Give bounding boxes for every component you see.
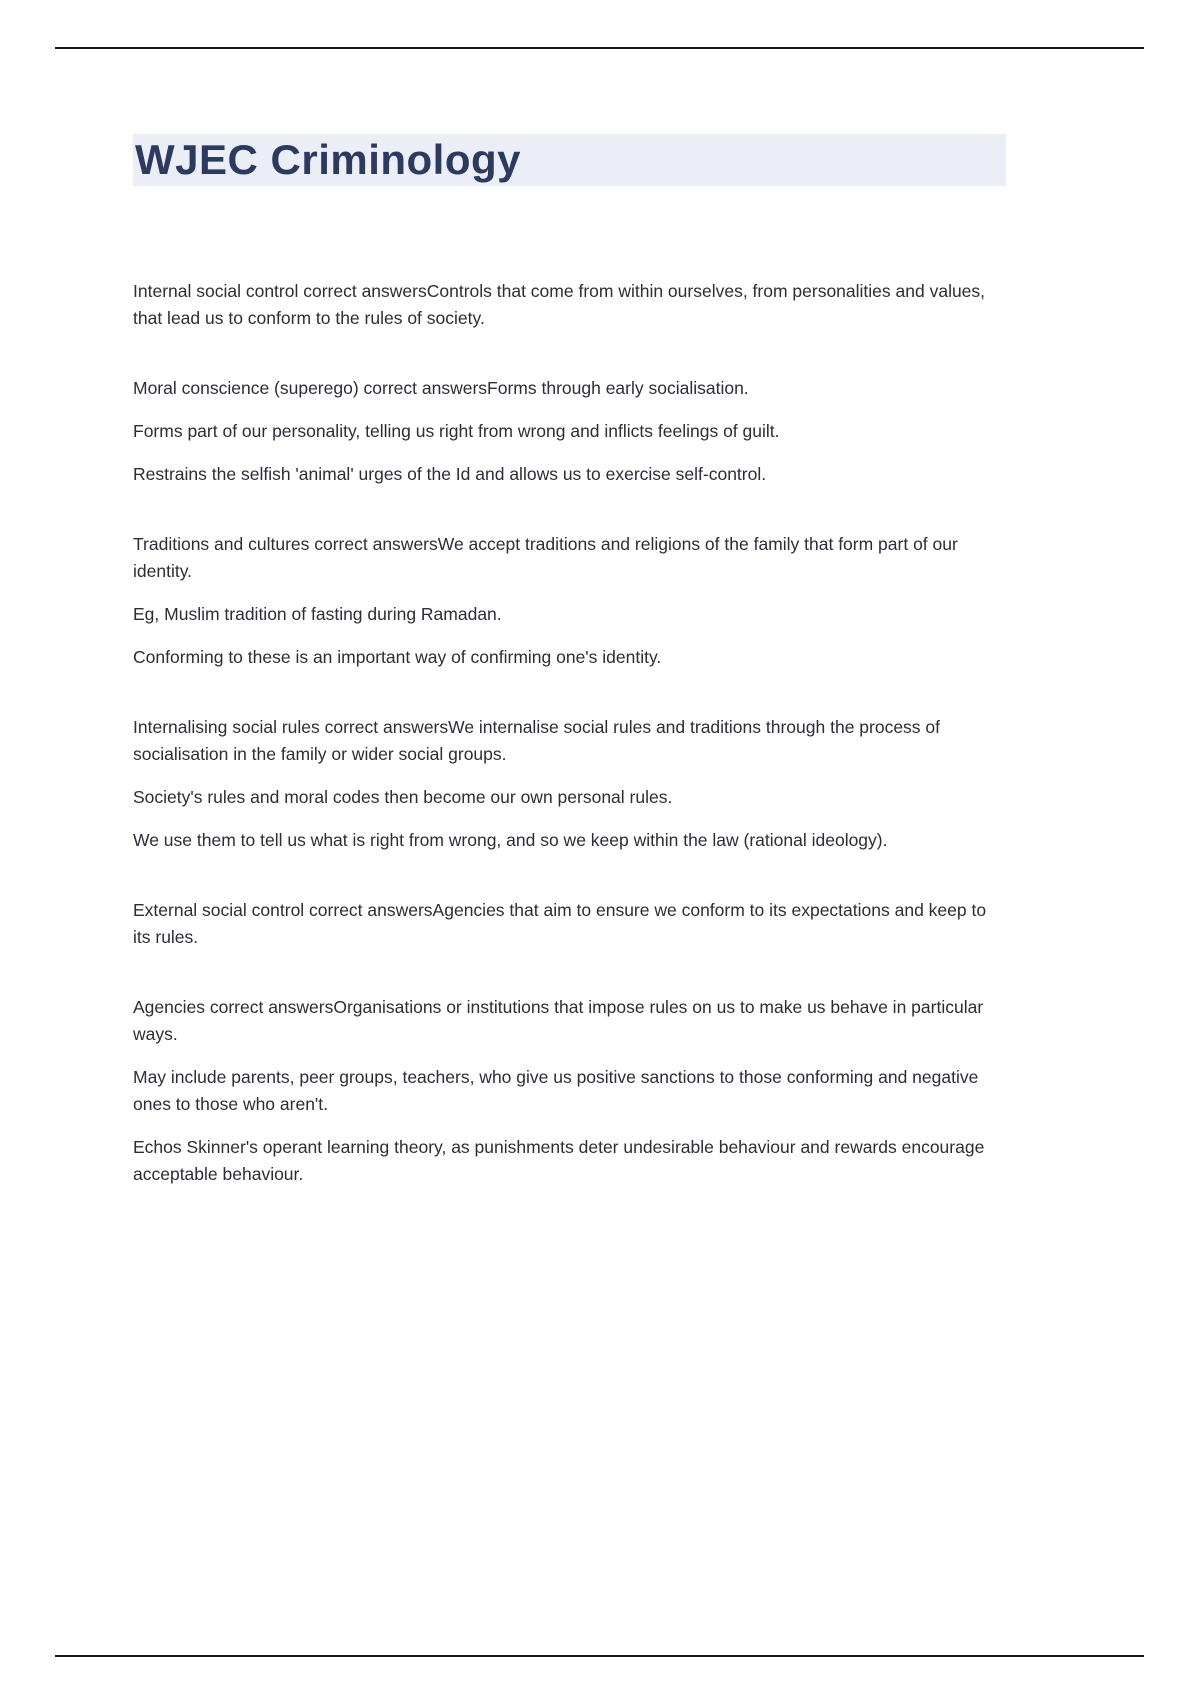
paragraph: We use them to tell us what is right from wrong, and so we keep within the law (rational ideology). — [133, 830, 888, 850]
top-divider — [55, 47, 1144, 49]
paragraph-group — [133, 994, 1006, 1188]
paragraph: Echos Skinner's operant learning theory, as punishments deter undesirable behaviour and rewards encourage acceptable behaviour. — [133, 1137, 985, 1184]
paragraph: Forms part of our personality, telling us right from wrong and inflicts feelings of guilt. — [133, 421, 780, 441]
document-body — [133, 278, 1006, 1188]
paragraph: Internalising social rules correct answersWe internalise social rules and traditions through the process of socialisation in the family or wider social groups. — [133, 717, 941, 764]
paragraph: Conforming to these is an important way of confirming one's identity. — [133, 647, 662, 667]
page-title: WJEC Criminology — [133, 134, 1006, 186]
bottom-divider — [55, 1655, 1144, 1657]
paragraph-group — [133, 714, 1006, 854]
paragraph: Society's rules and moral codes then become our own personal rules. — [133, 787, 673, 807]
paragraph: Eg, Muslim tradition of fasting during Ramadan. — [133, 604, 502, 624]
paragraph-group — [133, 897, 1006, 951]
paragraph: Internal social control correct answersControls that come from within ourselves, from personalities and values, that lead us to conform to the rules of society. — [133, 281, 986, 328]
paragraph: Traditions and cultures correct answersWe accept traditions and religions of the family that form part of our identity. — [133, 534, 958, 581]
document-content — [133, 134, 1006, 1188]
paragraph: May include parents, peer groups, teachers, who give us positive sanctions to those conforming and negative ones to those who aren't. — [133, 1067, 979, 1114]
paragraph: Restrains the selfish 'animal' urges of the Id and allows us to exercise self-control. — [133, 464, 767, 484]
paragraph: External social control correct answersAgencies that aim to ensure we conform to its expectations and keep to its rules. — [133, 900, 987, 947]
paragraph: Moral conscience (superego) correct answersForms through early socialisation. — [133, 378, 749, 398]
paragraph-group — [133, 278, 1006, 332]
paragraph: Agencies correct answersOrganisations or institutions that impose rules on us to make us behave in particular ways. — [133, 997, 984, 1044]
paragraph-group — [133, 375, 1006, 488]
paragraph-group — [133, 531, 1006, 671]
